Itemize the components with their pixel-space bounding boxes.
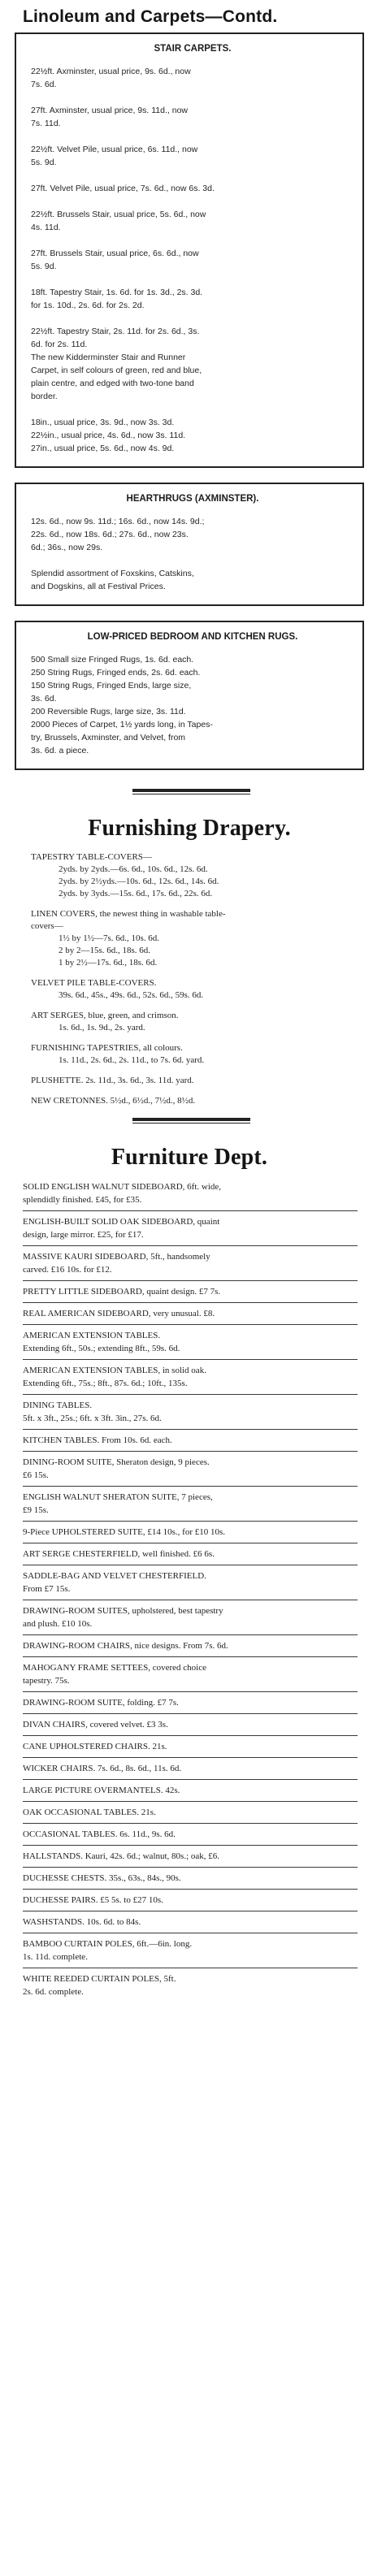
spacer	[31, 1087, 359, 1095]
furniture-line: Extending 6ft., 75s.; 8ft., 87s. 6d.; 10ft., 135s.	[23, 1379, 188, 1388]
drapery-line: NEW CRETONNES. 5½d., 6½d., 7½d., 8½d.	[31, 1096, 196, 1106]
furniture-line: AMERICAN EXTENSION TABLES, in solid oak.	[23, 1366, 206, 1375]
spacer	[31, 273, 354, 286]
furniture-line: From £7 15s.	[23, 1584, 71, 1594]
drapery-line: 1s. 6d., 1s. 9d., 2s. yard.	[59, 1023, 145, 1033]
rule	[23, 1394, 358, 1395]
box-line: 18ft. Tapestry Stair, 1s. 6d. for 1s. 3d., 2s. 3d.	[31, 288, 203, 297]
section-title-furniture-dept: Furniture Dept.	[111, 1145, 268, 1170]
drapery-line: VELVET PILE TABLE-COVERS.	[31, 978, 157, 988]
drapery-line: 2yds. by 2yds.—6s. 6d., 10s. 6d., 12s. 6d.	[59, 864, 208, 874]
furniture-line: DRAWING-ROOM SUITES, upholstered, best tapestry	[23, 1606, 223, 1616]
furniture-line: REAL AMERICAN SIDEBOARD, very unusual. £8.	[23, 1309, 215, 1318]
drapery-line: covers—	[31, 921, 63, 931]
section-divider	[15, 785, 364, 799]
box-line: 12s. 6d., now 9s. 11d.; 16s. 6d., now 14s. 9d.;	[31, 517, 205, 526]
box-stair-carpets	[15, 32, 364, 468]
box-line: 7s. 6d.	[31, 80, 57, 89]
spacer	[31, 1067, 359, 1075]
furniture-line: HALLSTANDS. Kauri, 42s. 6d.; walnut, 80s.; oak, £6.	[23, 1851, 220, 1861]
rule	[23, 1486, 358, 1487]
furniture-line: ENGLISH WALNUT SHERATON SUITE, 7 pieces,	[23, 1492, 213, 1502]
box-line: 22½ft. Axminster, usual price, 9s. 6d., now	[31, 67, 191, 76]
furniture-line: DRAWING-ROOM SUITE, folding. £7 7s.	[23, 1698, 179, 1708]
rule	[23, 1801, 358, 1802]
box-line: for 1s. 10d., 2s. 6d. for 2s. 2d.	[31, 301, 145, 310]
drapery-line: 1 by 2½—17s. 6d., 18s. 6d.	[59, 958, 158, 968]
furniture-line: MAHOGANY FRAME SETTEES, covered choice	[23, 1663, 206, 1673]
spacer	[31, 1034, 359, 1042]
spacer	[31, 234, 354, 247]
box-lines-low-priced-rugs	[31, 653, 354, 757]
box-line: 5s. 9d.	[31, 158, 57, 167]
furniture-line: DUCHESSE PAIRS. £5 5s. to £27 10s.	[23, 1895, 163, 1905]
furniture-line: AMERICAN EXTENSION TABLES.	[23, 1331, 161, 1340]
furniture-line: KITCHEN TABLES. From 10s. 6d. each.	[23, 1435, 172, 1445]
furniture-line: DINING-ROOM SUITE, Sheraton design, 9 pieces.	[23, 1457, 210, 1467]
box-line: 5s. 9d.	[31, 262, 57, 271]
furniture-line: 2s. 6d. complete.	[23, 1987, 84, 1997]
rule	[23, 1735, 358, 1736]
furniture-line: DRAWING-ROOM CHAIRS, nice designs. From 7s. 6d.	[23, 1641, 228, 1651]
rule	[23, 1691, 358, 1692]
spacer	[31, 554, 354, 567]
furniture-line: DIVAN CHAIRS, covered velvet. £3 3s.	[23, 1720, 168, 1730]
furniture-line: BAMBOO CURTAIN POLES, 6ft.—6in. long.	[23, 1939, 193, 1949]
page-title: Linoleum and Carpets—Contd.	[23, 7, 278, 26]
furniture-line: MASSIVE KAURI SIDEBOARD, 5ft., handsomely	[23, 1252, 210, 1262]
rule	[23, 1823, 358, 1824]
box-line: 7s. 11d.	[31, 119, 61, 128]
furniture-line: ART SERGE CHESTERFIELD, well finished. £6 6s.	[23, 1549, 215, 1559]
rule	[23, 1280, 358, 1281]
furniture-list	[23, 1180, 358, 1998]
furniture-line: WICKER CHAIRS. 7s. 6d., 8s. 6d., 11s. 6d.	[23, 1764, 182, 1773]
box-hearthrugs	[15, 483, 364, 606]
box-low-priced-rugs	[15, 621, 364, 770]
drapery-line: FURNISHING TAPESTRIES, all colours.	[31, 1043, 183, 1053]
rule	[23, 1845, 358, 1846]
column	[15, 0, 364, 1998]
box-lines-stair-carpets	[31, 65, 354, 455]
box-line: 6d. for 2s. 11d.	[31, 340, 88, 349]
furniture-line: £9 15s.	[23, 1505, 49, 1515]
section-title-furnishing-drapery: Furnishing Drapery.	[88, 816, 291, 841]
drapery-line: ART SERGES, blue, green, and crimson.	[31, 1011, 179, 1020]
rule	[23, 1359, 358, 1360]
box-line: 22½ft. Brussels Stair, usual price, 5s. 6d., now	[31, 210, 206, 219]
box-line: 22½ft. Tapestry Stair, 2s. 11d. for 2s. 6d., 3s.	[31, 327, 200, 336]
rule	[23, 1757, 358, 1758]
rule	[23, 1889, 358, 1890]
furniture-line: OAK OCCASIONAL TABLES. 21s.	[23, 1808, 156, 1817]
drapery-line: PLUSHETTE. 2s. 11d., 3s. 6d., 3s. 11d. yard.	[31, 1076, 194, 1085]
furniture-line: 5ft. x 3ft., 25s.; 6ft. x 3ft. 3in., 27s. 6d.	[23, 1414, 162, 1423]
spacer	[31, 403, 354, 416]
furniture-line: and plush. £10 10s.	[23, 1619, 93, 1629]
furniture-line: DINING TABLES.	[23, 1401, 93, 1410]
box-title-low-priced-rugs: LOW-PRICED BEDROOM AND KITCHEN RUGS.	[87, 632, 298, 642]
drapery-line: 1½ by 1½—7s. 6d., 10s. 6d.	[59, 933, 160, 943]
box-line: 22½ft. Velvet Pile, usual price, 6s. 11d., now	[31, 145, 198, 154]
furniture-line: DUCHESSE CHESTS. 35s., 63s., 84s., 90s.	[23, 1873, 181, 1883]
furniture-line: SOLID ENGLISH WALNUT SIDEBOARD, 6ft. wide,	[23, 1182, 222, 1192]
furniture-line: SADDLE-BAG AND VELVET CHESTERFIELD.	[23, 1571, 206, 1581]
furniture-line: 1s. 11d. complete.	[23, 1952, 88, 1962]
box-line: 18in., usual price, 3s. 9d., now 3s. 3d.	[31, 418, 175, 427]
box-line: 250 String Rugs, Fringed ends, 2s. 6d. each.	[31, 668, 201, 678]
furniture-line: carved. £16 10s. for £12.	[23, 1265, 112, 1275]
spacer	[31, 312, 354, 325]
spacer	[31, 900, 359, 908]
furniture-line: 9-Piece UPHOLSTERED SUITE, £14 10s., for £10 10s.	[23, 1527, 226, 1537]
furniture-line: tapestry. 75s.	[23, 1676, 70, 1686]
furniture-line: WASHSTANDS. 10s. 6d. to 84s.	[23, 1917, 141, 1927]
furniture-line: Extending 6ft., 50s.; extending 8ft., 59s. 6d.	[23, 1344, 180, 1353]
box-line: and Dogskins, all at Festival Prices.	[31, 582, 166, 591]
section-divider-2	[15, 1114, 364, 1128]
furniture-line: CANE UPHOLSTERED CHAIRS. 21s.	[23, 1742, 167, 1751]
rule	[23, 1867, 358, 1868]
box-line: 3s. 6d. a piece.	[31, 746, 89, 755]
drapery-line: 2yds. by 3yds.—15s. 6d., 17s. 6d., 22s. 6d.	[59, 889, 213, 898]
rule	[23, 1451, 358, 1452]
box-line: 200 Reversible Rugs, large size, 3s. 11d.	[31, 707, 186, 717]
box-line: 6d.; 36s., now 29s.	[31, 543, 103, 552]
box-line: 3s. 6d.	[31, 694, 57, 704]
rule	[23, 1429, 358, 1430]
drapery-line: 2yds. by 2½yds.—10s. 6d., 12s. 6d., 14s. 6d.	[59, 877, 219, 886]
spacer	[31, 969, 359, 977]
rule	[23, 1779, 358, 1780]
drapery-line: 2 by 2—15s. 6d., 18s. 6d.	[59, 946, 151, 955]
box-line: border.	[31, 392, 58, 401]
rule	[23, 1210, 358, 1211]
box-line: 2000 Pieces of Carpet, 1½ yards long, in Tapes-	[31, 720, 213, 730]
spacer	[31, 130, 354, 143]
furniture-line: splendidly finished. £45, for £35.	[23, 1195, 142, 1205]
rule	[23, 1634, 358, 1635]
rule	[23, 1656, 358, 1657]
furniture-line: OCCASIONAL TABLES. 6s. 11d., 9s. 6d.	[23, 1829, 176, 1839]
box-lines-hearthrugs	[31, 515, 354, 593]
box-line: 22s. 6d., now 18s. 6d.; 27s. 6d., now 23s.	[31, 530, 189, 539]
rule	[23, 1324, 358, 1325]
spacer	[31, 169, 354, 182]
rule	[23, 1521, 358, 1522]
drapery-line: 1s. 11d., 2s. 6d., 2s. 11d., to 7s. 6d. yard.	[59, 1055, 205, 1065]
box-line: 4s. 11d.	[31, 223, 61, 232]
box-line: plain centre, and edged with two-tone band	[31, 379, 194, 388]
furniture-line: ENGLISH-BUILT SOLID OAK SIDEBOARD, quaint	[23, 1217, 220, 1227]
drapery-line: TAPESTRY TABLE-COVERS—	[31, 852, 152, 862]
box-line: 27ft. Brussels Stair, usual price, 6s. 6d., now	[31, 249, 199, 258]
furniture-line: WHITE REEDED CURTAIN POLES, 5ft.	[23, 1974, 176, 1984]
rule	[23, 1302, 358, 1303]
furniture-line: design, large mirror. £25, for £17.	[23, 1230, 144, 1240]
box-line: Splendid assortment of Foxskins, Catskins,	[31, 569, 194, 578]
drapery-line: LINEN COVERS, the newest thing in washable table-	[31, 909, 226, 919]
box-line: 27in., usual price, 5s. 6d., now 4s. 9d.	[31, 444, 175, 453]
box-line: 150 String Rugs, Fringed Ends, large size,	[31, 681, 192, 691]
furniture-line: LARGE PICTURE OVERMANTELS. 42s.	[23, 1786, 180, 1795]
furniture-line: PRETTY LITTLE SIDEBOARD, quaint design. £7 7s.	[23, 1287, 221, 1297]
rule	[23, 1713, 358, 1714]
box-line: Carpet, in self colours of green, red and blue,	[31, 366, 202, 375]
box-line: 500 Small size Fringed Rugs, 1s. 6d. each.	[31, 655, 194, 665]
rule	[23, 1245, 358, 1246]
drapery-line: 39s. 6d., 45s., 49s. 6d., 52s. 6d., 59s. 6d.	[59, 990, 204, 1000]
furniture-line: £6 15s.	[23, 1470, 49, 1480]
spacer	[31, 91, 354, 104]
box-title-hearthrugs: HEARTHRUGS (AXMINSTER).	[126, 494, 259, 504]
drapery-list	[31, 851, 359, 1107]
box-line: 27ft. Axminster, usual price, 9s. 11d., now	[31, 106, 188, 115]
spacer	[31, 195, 354, 208]
spacer	[31, 1002, 359, 1010]
box-line: 22½in., usual price, 4s. 6d., now 3s. 11d.	[31, 431, 186, 440]
box-line: The new Kidderminster Stair and Runner	[31, 353, 186, 362]
box-line: try, Brussels, Axminster, and Velvet, from	[31, 733, 186, 742]
box-line: 27ft. Velvet Pile, usual price, 7s. 6d., now 6s. 3d.	[31, 184, 215, 193]
box-title-stair-carpets: STAIR CARPETS.	[154, 44, 232, 54]
